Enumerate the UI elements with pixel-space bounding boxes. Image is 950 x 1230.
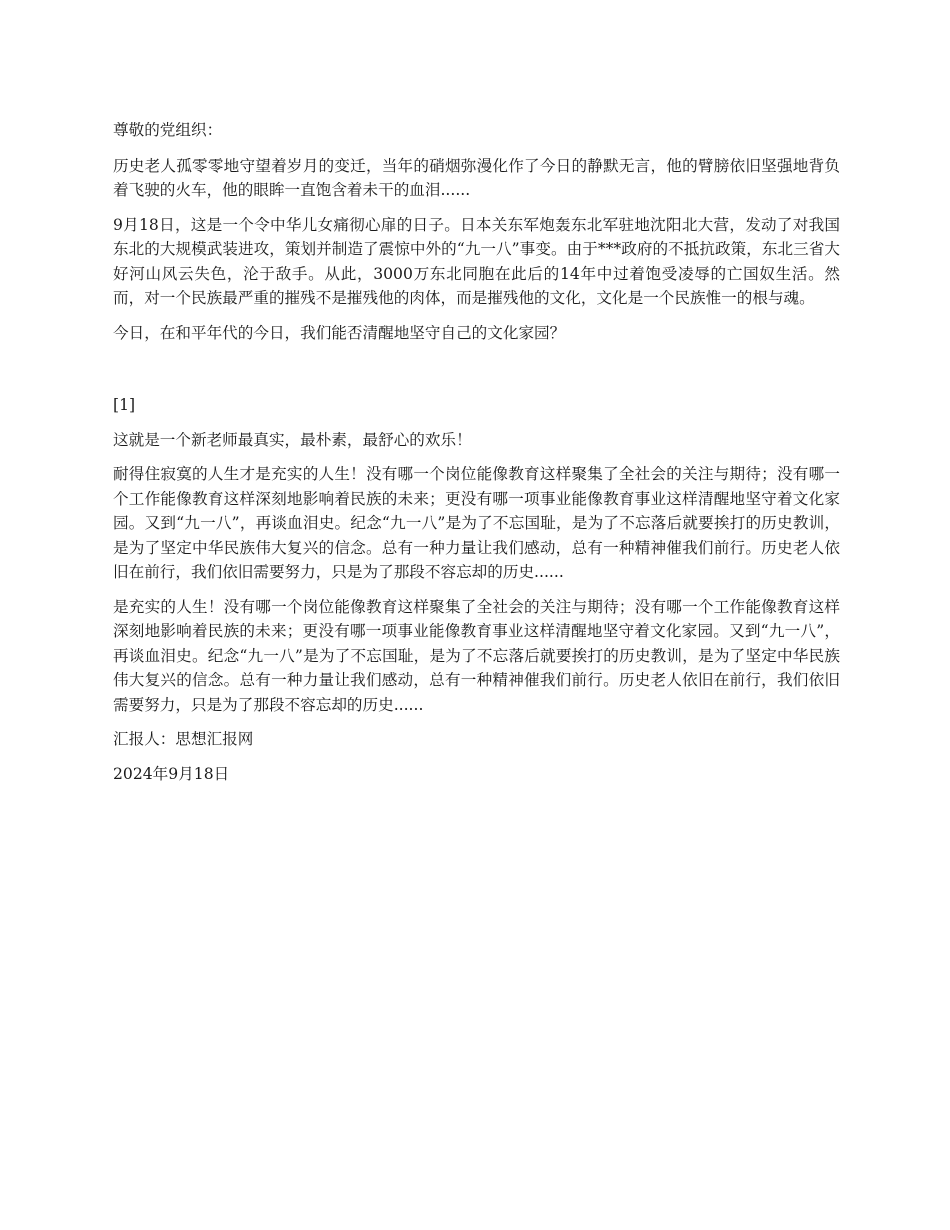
paragraph-endure-loneliness: 耐得住寂寞的人生才是充实的人生！没有哪一个岗位能像教育这样聚集了全社会的关注与期待；没有哪一个工作能像教育这样深刻地影响着民族的未来；更没有哪一项事业能像教育事业这样清醒地坚守着文化家园。又到“九一八”，再谈血泪史。纪念“九一八”是为了不忘国耻，是为了不忘落后就要挨打的历史教训，是为了坚定中华民族伟大复兴的信念。总有一种力量让我们感动，总有一种精神催我们前行。历史老人依旧在前行，我们依旧需要努力，只是为了那段不容忘却的历史...... xyxy=(113,465,840,581)
signature: 汇报人：思想汇报网 xyxy=(113,730,254,748)
paragraph-fulfilling-life: 是充实的人生！没有哪一个岗位能像教育这样聚集了全社会的关注与期待；没有哪一个工作能像教育这样深刻地影响着民族的未来；更没有哪一项事业能像教育事业这样清醒地坚守着文化家园。又到“九一八”，再谈血泪史。纪念“九一八”是为了不忘国耻，是为了不忘落后就要挨打的历史教训，是为了坚定中华民族伟大复兴的信念。总有一种力量让我们感动，总有一种精神催我们前行。历史老人依旧在前行，我们依旧需要努力，只是为了那段不容忘却的历史...... xyxy=(113,597,840,714)
footnote-marker: [1] xyxy=(113,396,136,414)
paragraph-september-18: 9月18日，这是一个令中华儿女痛彻心扉的日子。日本关东军炮轰东北军驻地沈阳北大营，发动了对我国东北的大规模武装进攻，策划并制造了震惊中外的“九一八”事变。由于***政府的不抵抗政策，东北三省大好河山风云失色，沦于敌手。从此，3000万东北同胞在此后的14年中过着饱受凌辱的亡国奴生活。然而，对一个民族最严重的摧残不是摧残他的肉体，而是摧残他的文化，文化是一个民族惟一的根与魂。 xyxy=(113,215,840,307)
section-gap xyxy=(113,355,840,393)
paragraph-question: 今日，在和平年代的今日，我们能否清醒地坚守自己的文化家园？ xyxy=(113,323,566,342)
salutation: 尊敬的党组织： xyxy=(113,121,223,139)
paragraph-new-teacher: 这就是一个新老师最真实，最朴素，最舒心的欢乐！ xyxy=(113,430,472,449)
report-date: 2024年9月18日 xyxy=(113,764,230,783)
document-page xyxy=(113,118,840,796)
paragraph-history-elder: 历史老人孤零零地守望着岁月的变迁，当年的硝烟弥漫化作了今日的静默无言，他的臂膀依旧坚强地背负着飞驶的火车，他的眼眸一直饱含着未干的血泪...... xyxy=(113,156,840,199)
